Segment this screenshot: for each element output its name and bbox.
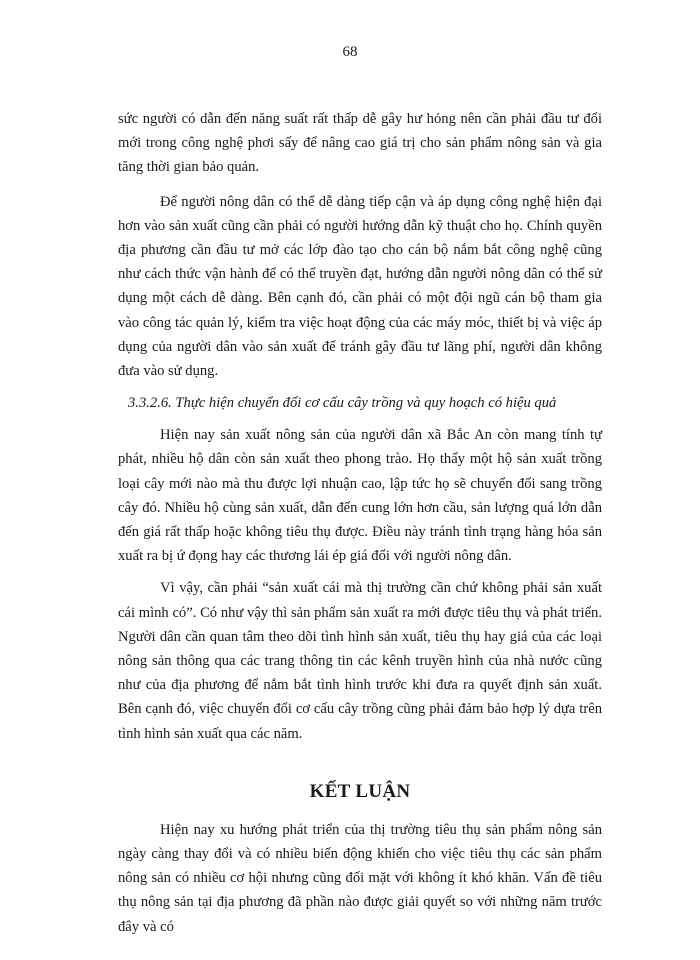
paragraph-current-production: Hiện nay sản xuất nông sản của người dân xã Bắc An còn mang tính tự phát, nhiều hộ dân còn sản xuất theo phong trào. Họ thấy một hộ sản xuất trồng loại cây mới nào mà thu được lợi nhuận cao, lập tức họ sẽ chuyển đổi sang trồng cây đó. Nhiều hộ cùng sản xuất, dẫn đến cung lớn hơn cầu, sản lượng quá lớn dẫn đến giá rất thấp hoặc không tiêu thụ được. Điều này tránh tình trạng hàng hóa sản xuất ra bị ứ đọng hay các thương lái ép giá đối với người nông dân. bbox=[118, 427, 602, 565]
paragraph-market-oriented: Vì vậy, cần phải “sản xuất cái mà thị trường cần chứ không phải sản xuất cái mình có”. Có như vậy thì sản phẩm sản xuất ra mới được tiêu thụ và phát triển. Người dân cần quan tâm theo dõi tình hình sản xuất, tiêu thụ hay giá của các loại nông sản thông qua các trang thông tin các kênh truyền hình của nhà nước cũng như của địa phương để nắm bắt tình hình trước khi đưa ra quyết định sản xuất. Bên cạnh đó, việc chuyển đổi cơ cấu cây trồng cũng phải đảm bảo hợp lý dựa trên tình hình sản xuất qua các năm. bbox=[118, 580, 602, 742]
paragraph-technology-guidance: Để người nông dân có thể dễ dàng tiếp cận và áp dụng công nghệ hiện đại hơn vào sản xuất cũng cần phải có người hướng dẫn kỹ thuật cho họ. Chính quyền địa phương cần đầu tư mở các lớp đào tạo cho cán bộ nắm bắt công nghệ cũng như cách thức vận hành để có thể truyền đạt, hướng dẫn người nông dân có thể sử dụng một cách dễ dàng. Bên cạnh đó, cần phải có một đội ngũ cán bộ tham gia vào công tác quản lý, kiểm tra việc hoạt động của các máy móc, thiết bị và việc áp dụng của người dân vào sản xuất để tránh gây đầu tư lãng phí, người dân không đưa vào sử dụng. bbox=[118, 193, 602, 380]
paragraph-continuation: sức người có dẫn đến năng suất rất thấp dễ gây hư hỏng nên cần phải đầu tư đổi mới trong công nghệ phơi sấy để nâng cao giá trị cho sản phẩm nông sản và gia tăng thời gian bảo quản. bbox=[118, 111, 602, 176]
paragraph-conclusion: Hiện nay xu hướng phát triển của thị trường tiêu thụ sản phẩm nông sản ngày càng thay đổi và có nhiều biến động khiến cho việc tiêu thụ các sản phẩm nông sản có nhiều cơ hội nhưng cũng đối mặt với không ít khó khăn. Vấn đề tiêu thụ nông sản tại địa phương đã phần nào được giải quyết so với những năm trước đây và có bbox=[118, 821, 602, 935]
page-number: 68 bbox=[342, 44, 358, 60]
conclusion-heading: KẾT LUẬN bbox=[309, 780, 411, 802]
subsection-heading: 3.3.2.6. Thực hiện chuyển đổi cơ cấu cây trồng và quy hoạch có hiệu quả bbox=[128, 395, 557, 412]
page-body bbox=[118, 107, 602, 947]
